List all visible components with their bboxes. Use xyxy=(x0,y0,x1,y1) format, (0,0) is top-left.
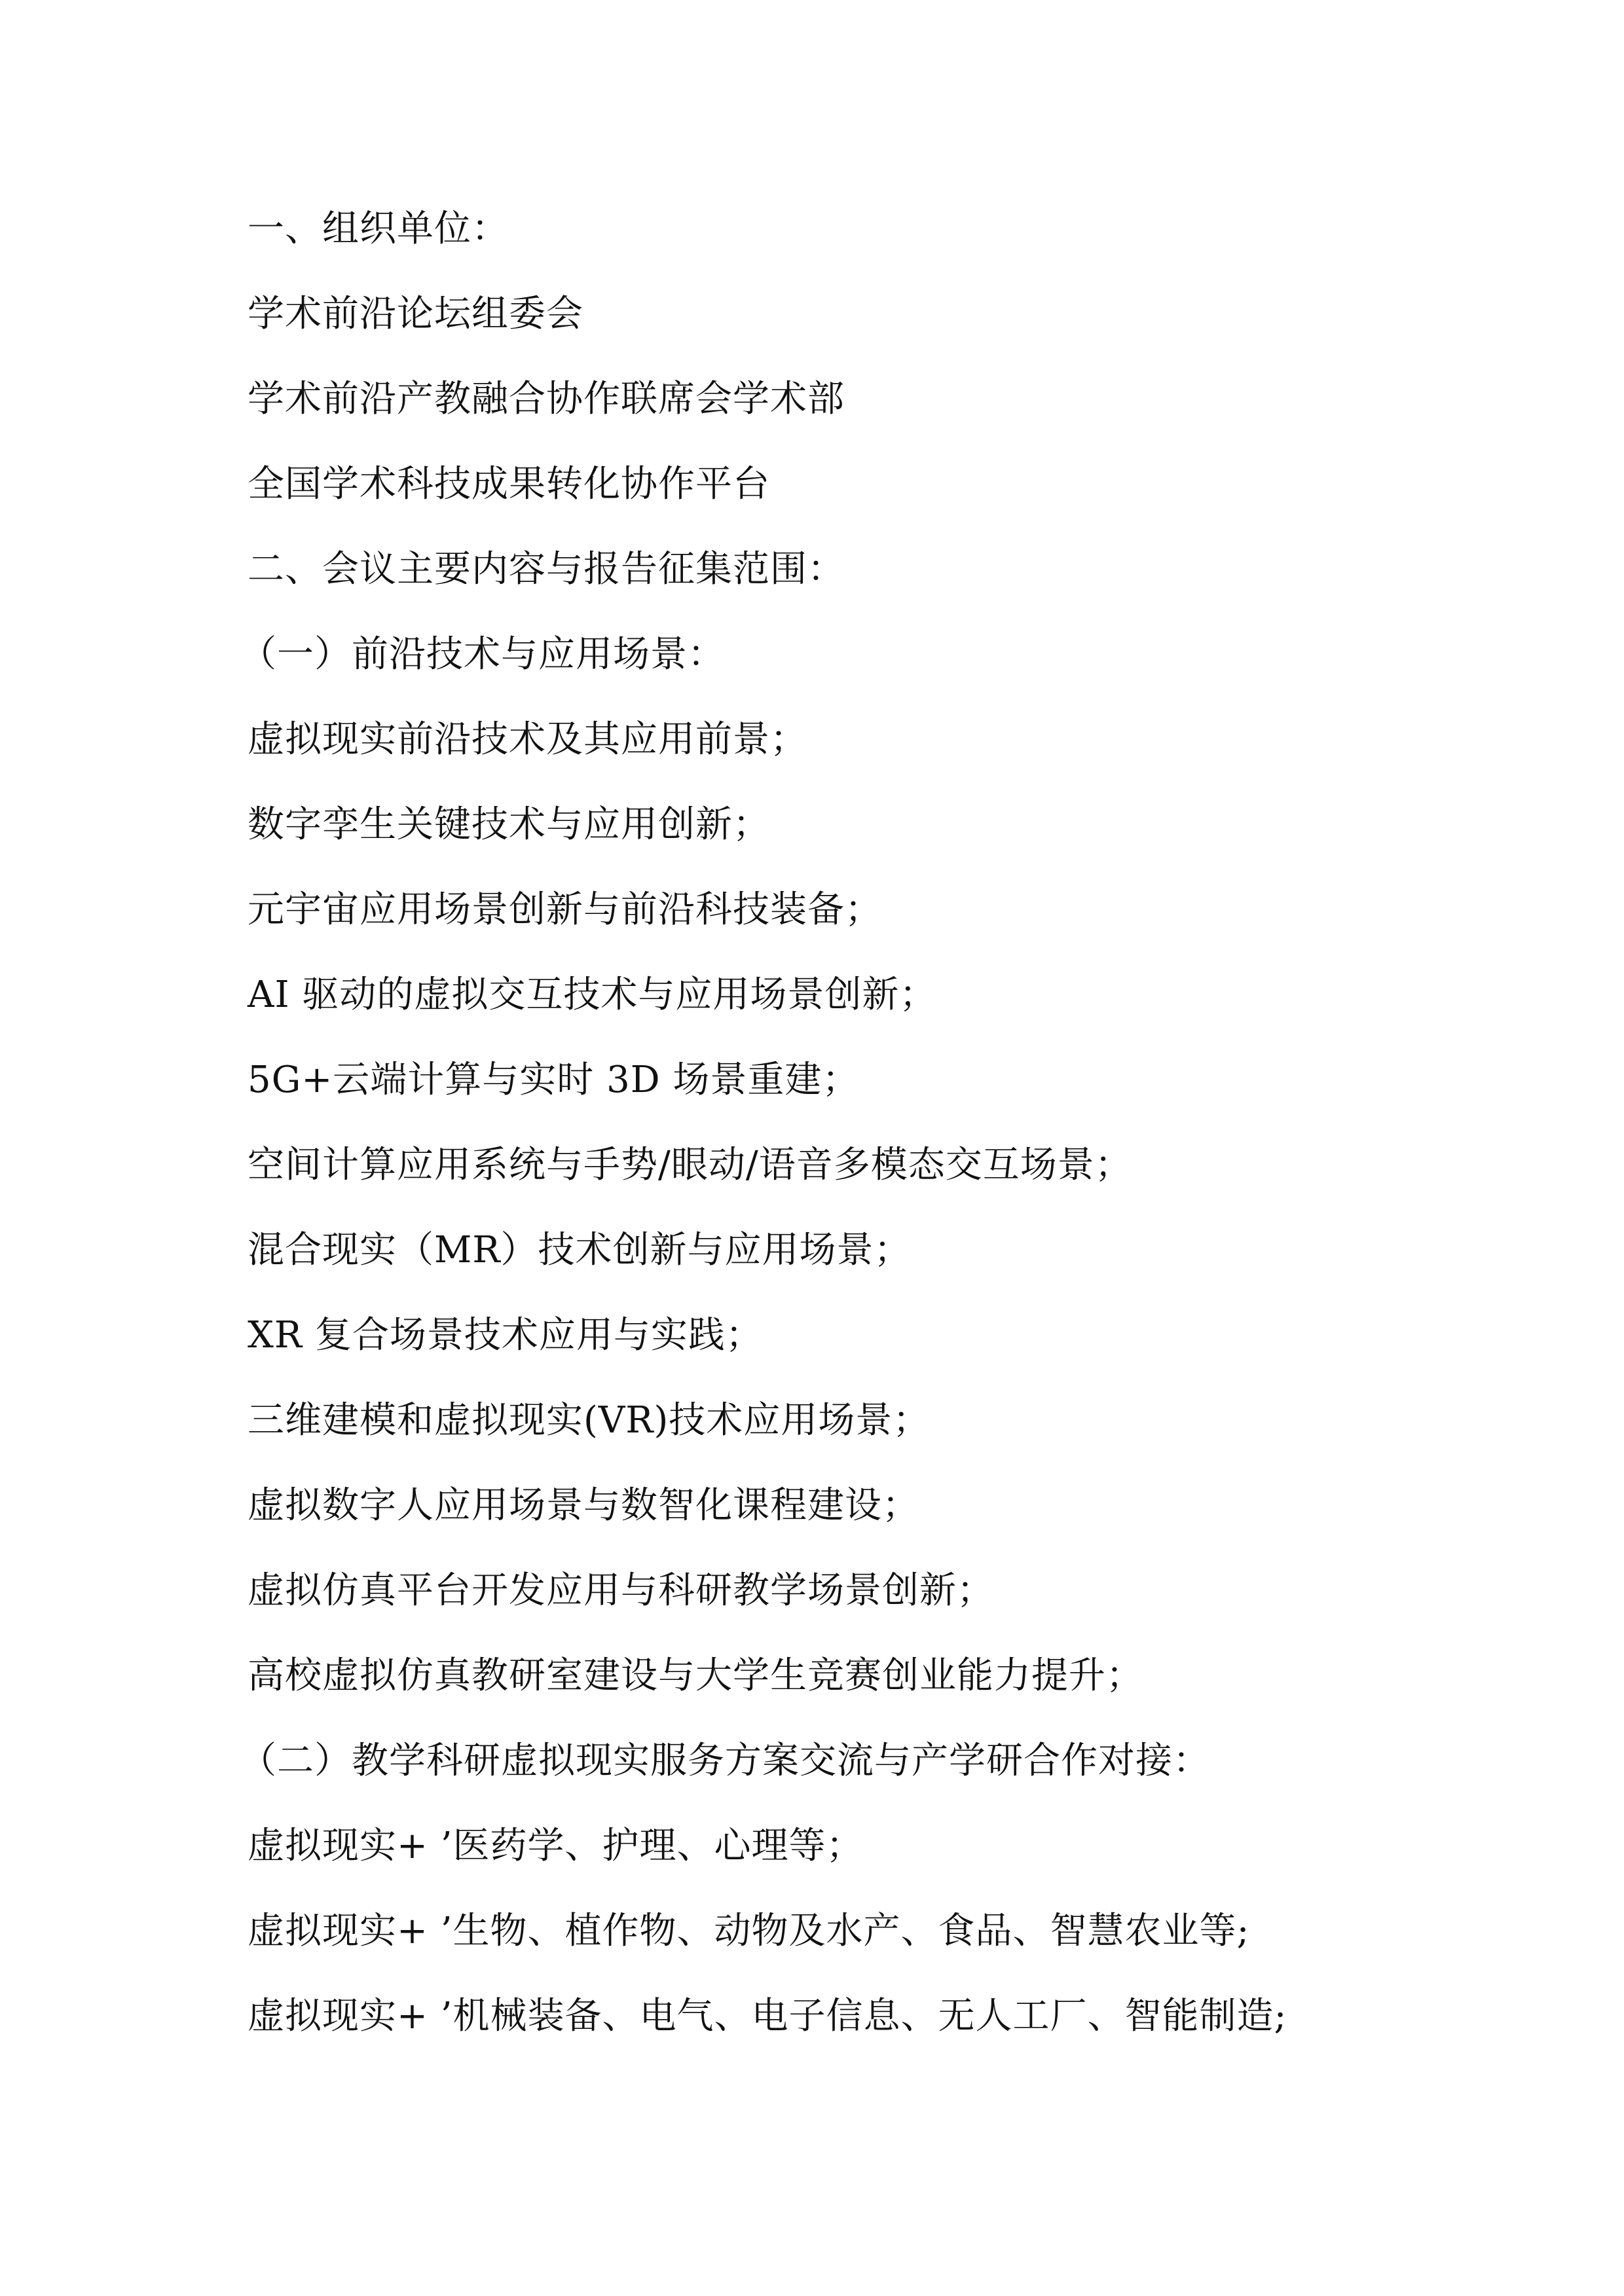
organizer-line: 全国学术科技成果转化协作平台 xyxy=(248,463,770,505)
document-body xyxy=(240,208,1413,2081)
organizer-line: 学术前沿论坛组委会 xyxy=(248,293,583,335)
topic-item: 虚拟现实+ ’机械装备、电气、电子信息、无人工厂、智能制造; xyxy=(248,1995,1287,2037)
topic-item: 虚拟现实+ ’医药学、护理、心理等； xyxy=(248,1825,864,1867)
section-heading-topics: 二、会议主要内容与报告征集范围： xyxy=(248,548,845,591)
topic-item: 5G+云端计算与实时 3D 场景重建； xyxy=(248,1059,860,1101)
topic-item: XR 复合场景技术应用与实践； xyxy=(248,1314,763,1357)
topic-item: 空间计算应用系统与手势/眼动/语音多模态交互场景； xyxy=(248,1144,1132,1186)
subsection-heading-vr-services: （二）教学科研虚拟现实服务方案交流与产学研合作对接： xyxy=(240,1740,1210,1782)
subsection-heading-frontier-tech: （一）前沿技术与应用场景： xyxy=(240,633,725,676)
topic-item: 虚拟仿真平台开发应用与科研教学场景创新； xyxy=(248,1569,994,1612)
section-heading-organizers: 一、组织单位： xyxy=(248,208,509,250)
topic-item: AI 驱动的虚拟交互技术与应用场景创新； xyxy=(248,974,937,1016)
topic-item: 三维建模和虚拟现实(VR)技术应用场景； xyxy=(248,1399,931,1442)
topic-item: 虚拟数字人应用场景与数智化课程建设； xyxy=(248,1484,919,1527)
topic-item: 虚拟现实前沿技术及其应用前景； xyxy=(248,718,807,761)
topic-item: 高校虚拟仿真教研室建设与大学生竞赛创业能力提升； xyxy=(248,1654,1143,1697)
topic-item: 虚拟现实+ ’生物、植作物、动物及水产、食品、智慧农业等; xyxy=(248,1910,1250,1952)
topic-item: 混合现实（MR）技术创新与应用场景； xyxy=(248,1229,912,1271)
organizer-line: 学术前沿产教融合协作联席会学术部 xyxy=(248,378,845,420)
topic-item: 元宇宙应用场景创新与前沿科技装备； xyxy=(248,888,882,931)
topic-item: 数字孪生关键技术与应用创新； xyxy=(248,803,770,846)
